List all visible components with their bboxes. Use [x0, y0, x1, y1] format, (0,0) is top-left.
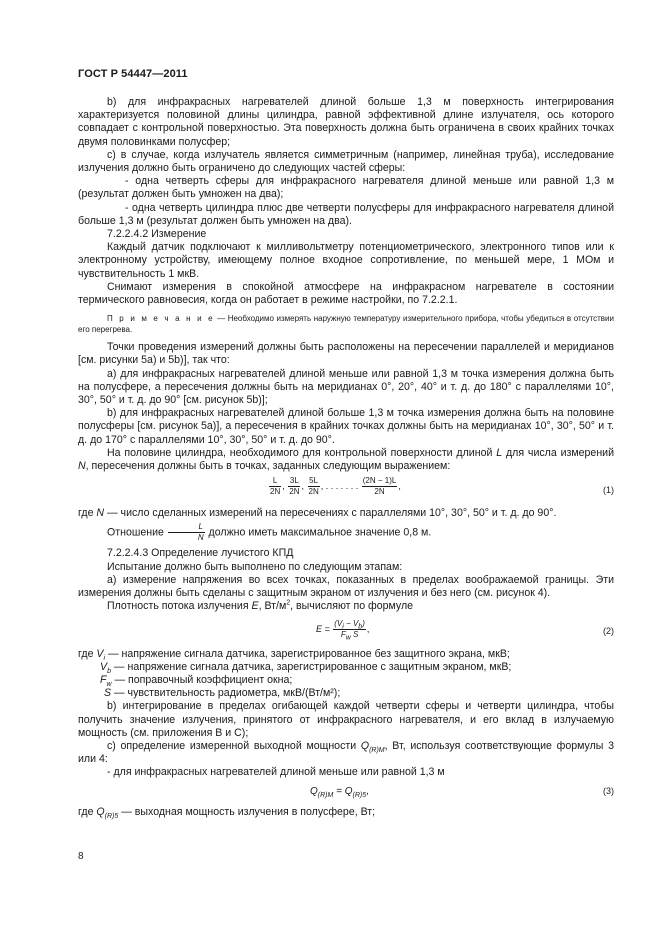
- paragraph-p6: [78, 522, 614, 543]
- definition-s: [78, 687, 614, 700]
- text-span: — поправочный коэффициент окна;: [111, 673, 293, 686]
- paragraph-e2: а) измерение напряжения во всех точках, показанных в пределах воображаемой границы. Эти измерения должны быть сделаны с защитным экраном от излучения и без него (см. рисунок 4).: [78, 573, 614, 600]
- paragraph-m2: Снимают измерения в спокойной атмосфере на инфракрасном нагревателе в состоянии термического равновесия, когда он работает в режиме настройки, по 7.2.2.1.: [78, 280, 614, 307]
- formula-3-expression: $Q_{(R)M} = Q_{(R)5}$,: [310, 785, 369, 799]
- text-span: — чувствительность радиометра, мкВ/(Вт/м²);: [111, 687, 341, 700]
- equation-number-3: (3): [603, 785, 614, 796]
- numerator: $(V_i - V_b)$: [334, 618, 365, 631]
- paragraph-last: [78, 806, 614, 819]
- paragraph-c4: - для инфракрасных нагревателей длиной меньше или равной 1,3 м: [107, 766, 445, 779]
- numerator: (2N − 1)L: [362, 476, 397, 486]
- paragraph-c3: [78, 740, 614, 766]
- numerator: L: [269, 476, 281, 487]
- fraction: [333, 619, 366, 640]
- section-heading-efficiency: 7.2.2.4.3 Определение лучистого КПД: [107, 547, 294, 560]
- text-span: где: [78, 507, 94, 520]
- symbol-S: S: [104, 687, 112, 700]
- paragraph-c1: - одна четверть сферы для инфракрасного нагревателя длиной меньше или равной 1,3 м (результат должен быть умножен на два);: [78, 175, 614, 201]
- text-span: должно иметь максимальное значение 0,8 м.: [205, 526, 432, 539]
- text-span: где: [78, 647, 94, 660]
- paragraph-p4: [78, 447, 614, 473]
- paragraph-e1: Испытание должно быть выполнено по следующим этапам:: [107, 560, 403, 573]
- text-span: , пересечения должны быть в точках, заданных следующим выражением:: [85, 460, 451, 473]
- formula-3: [78, 783, 614, 803]
- text-span: для числа измерений: [502, 446, 615, 459]
- ellipsis: , . . . . . . .: [320, 481, 361, 492]
- formula-1-expression: $\frac{L}{2N}$ , $\frac{3L}{2N}$ , $\frac{5L}{2N}$ , . . . . . . . $\frac{(2N - 1)L}{2N}$ ,: [270, 476, 401, 497]
- paragraph-b: b) для инфракрасных нагревателей длиной больше 1,3 м поверхность интегрирования характеризуется половиной длины цилиндра, равной эффективной длине излучателя, ось которого совпадает с контрольной поверхностью. Эта поверхность должна быть ограничена в своих крайних точках двумя половинками полусфер;: [78, 96, 614, 148]
- denominator: 2N: [374, 487, 385, 497]
- text-span: , Вт, используя соответствующие формулы 3 или 4:: [78, 739, 614, 766]
- denominator: 2N: [308, 487, 319, 497]
- equation-number-2: (2): [603, 625, 614, 636]
- text-span: Отношение: [107, 526, 167, 539]
- paragraph-e3: [78, 600, 614, 613]
- formula-1: [78, 476, 614, 504]
- symbol-E: E: [251, 600, 259, 613]
- text-span: — выходная мощность излучения в полусфере, Вт;: [118, 805, 376, 818]
- fraction: [269, 476, 281, 497]
- text-span: На половине цилиндра, необходимого для контрольной поверхности длиной: [107, 446, 497, 459]
- formula-2-expression: E = $\frac{(V_i - V_b)}{F_w S}$ ,: [316, 618, 370, 642]
- document-body: [78, 96, 614, 819]
- superscript: 2: [286, 599, 291, 607]
- definition-vb: $V_b$ — напряжение сигнала датчика, зарегистрированное с защитным экраном, мкВ;: [100, 660, 512, 675]
- formula-lhs: E =: [316, 623, 330, 634]
- definition-fw: $F_w$ — поправочный коэффициент окна;: [100, 673, 293, 689]
- paragraph-p3: b) для инфракрасных нагревателей длиной больше 1,3 м точка измерения должна быть на половине полусферы [см. рисунок 5a)], а пересечения в крайних точках должны быть на меридианах 10°, 30°, 50° и т. д. до 170° с параллелями 10°, 30°, 50° и т. д. до 90°.: [78, 407, 614, 446]
- definitions-list: [78, 648, 614, 701]
- paragraph-c2: - одна четверть цилиндра плюс две четверти полусферы для инфракрасного нагревателя длиной больше 1,3 м (результат должен быть умножен на два).: [78, 201, 614, 227]
- numerator: 3L: [289, 476, 299, 486]
- definition-vi: где $V_i$ — напряжение сигнала датчика, зарегистрированное без защитного экрана, мкВ;: [78, 647, 510, 662]
- fraction: [308, 476, 320, 497]
- symbol-Q: $Q_{(R)M}$: [360, 739, 385, 755]
- fraction: [362, 476, 398, 497]
- text-span: Плотность потока излучения: [107, 600, 252, 613]
- paragraph-p2: а) для инфракрасных нагревателей длиной меньше или равной 1,3 м точка измерения должна быть на полусфере, а пересечения должны быть на меридианах 0°, 20°, 40° и т. д. до 180° с параллелями 10°, 30°, 50° и т. д. до 90° [см. рисунок 5b)];: [78, 367, 614, 407]
- paragraph-b2: b) интегрирование в пределах огибающей каждой четверти сферы и четверти цилиндра, чтобы получить значение излучения, принятого от инфракрасного нагревателя, и его вклад в излучаемую мощность (см. приложения B и C);: [78, 700, 614, 739]
- note: [78, 313, 614, 335]
- denominator: $F_w$ S: [340, 629, 359, 642]
- symbol-L: L: [496, 446, 503, 459]
- denominator: N: [197, 533, 204, 543]
- section-heading-measurement: 7.2.2.4.2 Измерение: [107, 228, 207, 241]
- text-span: c) определение измеренной выходной мощности: [107, 739, 361, 752]
- text-span: где: [78, 805, 94, 818]
- page-number: 8: [78, 851, 84, 862]
- paragraph-p5: [78, 507, 614, 520]
- denominator: 2N: [270, 487, 281, 497]
- equation-number-1: (1): [603, 485, 614, 496]
- text-span: — число сделанных измерений на пересечениях с параллелями 10°, 30°, 50° и т. д. до 90°.: [104, 507, 557, 520]
- ratio-fraction: [168, 522, 205, 543]
- text-span: , вычисляют по формуле: [290, 600, 414, 613]
- denominator: 2N: [289, 487, 300, 497]
- note-label: П р и м е ч а н и е: [107, 314, 215, 324]
- fraction: [288, 476, 300, 497]
- formula-2: [78, 617, 614, 645]
- text-span: , Вт/м: [258, 600, 287, 613]
- symbol-Q: $Q_{(R)5}$: [96, 805, 119, 820]
- document-header: ГОСТ Р 54447—2011: [78, 68, 188, 80]
- text-span: — напряжение сигнала датчика, зарегистрированное без защитного экрана, мкВ;: [105, 647, 510, 660]
- text-span: — напряжение сигнала датчика, зарегистрированное с защитным экраном, мкВ;: [110, 660, 512, 673]
- paragraph-p1: Точки проведения измерений должны быть расположены на пересечении параллелей и меридианов [см. рисунки 5a) и 5b)], так что:: [78, 341, 614, 367]
- numerator: 5L: [309, 476, 319, 486]
- symbol-N: N: [96, 507, 105, 520]
- symbol-V: V: [96, 647, 104, 660]
- symbol-F: F: [100, 673, 107, 686]
- note-text: — Необходимо измерять наружную температуру измерительного прибора, чтобы убедиться в отсутствии его перегрева.: [78, 314, 614, 335]
- paragraph-m1: Каждый датчик подключают к милливольтметру потенциометрического, электронного типов или к электронному устройству, имеющему полное входное сопротивление, по меньшей мере, 1 МОм и чувствительность 1 мкВ.: [78, 241, 614, 280]
- paragraph-c: c) в случае, когда излучатель является симметричным (например, линейная труба), исследование излучения должно быть ограничено до следующих частей сферы:: [78, 148, 614, 175]
- symbol-N: N: [78, 460, 86, 473]
- numerator: L: [168, 522, 205, 533]
- symbol-V: V: [100, 660, 108, 673]
